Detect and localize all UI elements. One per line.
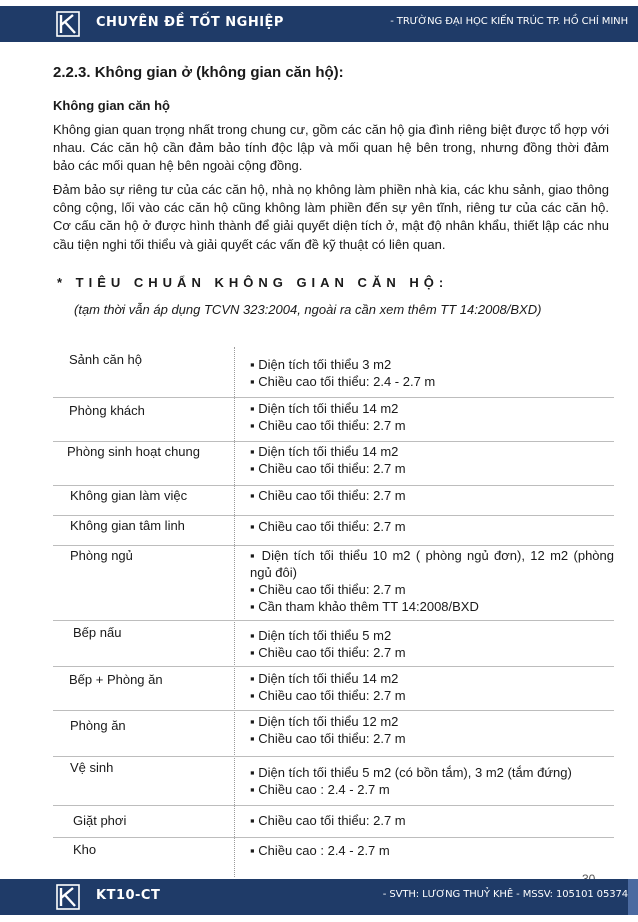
- table-room-name: Giặt phơi: [73, 813, 127, 828]
- table-room-name: Phòng ăn: [70, 718, 126, 733]
- spec-line: ▪ Chiều cao tối thiểu: 2.7 m: [250, 461, 406, 476]
- header-right-title: - TRƯỜNG ĐẠI HỌC KIẾN TRÚC TP. HỒ CHÍ MINH: [390, 16, 628, 27]
- table-room-specs: [250, 627, 614, 661]
- subsection-title: Không gian căn hộ: [53, 98, 170, 113]
- footer-stripe: [628, 879, 638, 915]
- spec-line: ▪ Diện tích tối thiểu 14 m2: [250, 401, 399, 416]
- table-room-specs: [250, 764, 614, 798]
- paragraph-1: Không gian quan trọng nhất trong chung cư, gồm các căn hộ gia đình riêng biệt được tổ hợp với nhau. Các căn hộ cần đảm bảo tính độc lập và mối quan hệ bên trong, nhưng đồng thời đảm bảo các mối quan hệ bên ngoài cộng đồng.: [53, 122, 609, 174]
- spec-line: ▪ Chiều cao tối thiểu: 2.7 m: [250, 582, 406, 597]
- table-room-specs: [250, 842, 614, 859]
- table-column-divider: [234, 347, 235, 877]
- table-room-name: Phòng sinh hoạt chung: [67, 444, 200, 459]
- spec-line: ▪ Diện tích tối thiểu 5 m2 (có bồn tắm), 3 m2 (tắm đứng): [250, 765, 572, 780]
- table-room-name: Phòng ngủ: [70, 548, 133, 563]
- footer-right-title: - SVTH: LƯƠNG THUỶ KHÊ - MSSV: 105101 05374: [382, 889, 628, 900]
- table-room-name: Bếp nấu: [73, 625, 122, 640]
- table-room-specs: [250, 713, 614, 747]
- spec-line: ▪ Chiều cao tối thiểu: 2.4 - 2.7 m: [250, 374, 436, 389]
- table-room-specs: [250, 487, 614, 504]
- spec-line: ▪ Diện tích tối thiểu 10 m2 ( phòng ngủ đơn), 12 m2 (phòng ngủ đôi): [250, 548, 614, 580]
- spec-line: ▪ Chiều cao : 2.4 - 2.7 m: [250, 843, 390, 858]
- spec-line: ▪ Diện tích tối thiểu 14 m2: [250, 444, 399, 459]
- paragraph-2: Đảm bảo sự riêng tư của các căn hộ, nhà nọ không làm phiền nhà kia, các khu sảnh, giao thông công cộng, lối vào các căn hộ cũng không làm phiền đến sự yên tĩnh, riêng tư của các căn hộ. Cơ cấu căn hộ ở được hình thành để giải quyết diện tích ở, mật độ nhân khẩu, thiết lập các nhu cầu tiện nghi tối thiểu và giải quyết các vấn đề kỹ thuật có liên quan.: [53, 182, 609, 252]
- footer-band: [0, 879, 638, 915]
- spec-line: ▪ Chiều cao tối thiểu: 2.7 m: [250, 519, 406, 534]
- table-room-name: Kho: [73, 842, 97, 857]
- header-band: [0, 6, 638, 42]
- table-room-specs: [250, 356, 614, 390]
- spec-line: ▪ Chiều cao tối thiểu: 2.7 m: [250, 418, 406, 433]
- section-title: 2.2.3. Không gian ở (không gian căn hộ):: [53, 64, 344, 81]
- table-room-name: Sảnh căn hộ: [69, 352, 143, 367]
- table-room-name: Không gian tâm linh: [70, 518, 185, 533]
- spec-line: ▪ Diện tích tối thiểu 14 m2: [250, 671, 399, 686]
- standard-note: (tạm thời vẫn áp dụng TCVN 323:2004, ngoài ra cần xem thêm TT 14:2008/BXD): [74, 302, 542, 317]
- table-room-name: Bếp + Phòng ăn: [69, 672, 163, 687]
- table-row-divider: [53, 666, 614, 667]
- table-room-name: Vệ sinh: [70, 760, 114, 775]
- table-room-specs: [250, 443, 614, 477]
- table-room-specs: [250, 400, 614, 434]
- table-room-specs: [250, 812, 614, 829]
- table-room-specs: [250, 547, 614, 615]
- standard-title: * TIÊU CHUẨN KHÔNG GIAN CĂN HỘ:: [57, 275, 449, 290]
- footer-left-title: KT10-CT: [96, 888, 161, 903]
- table-row-divider: [53, 485, 614, 486]
- spec-line: ▪ Diện tích tối thiểu 3 m2: [250, 357, 392, 372]
- spec-line: ▪ Chiều cao tối thiểu: 2.7 m: [250, 813, 406, 828]
- spec-line: ▪ Chiều cao tối thiểu: 2.7 m: [250, 488, 406, 503]
- spec-line: ▪ Chiều cao tối thiểu: 2.7 m: [250, 645, 406, 660]
- spec-line: ▪ Chiều cao : 2.4 - 2.7 m: [250, 782, 390, 797]
- table-room-specs: [250, 518, 614, 535]
- table-row-divider: [53, 515, 614, 516]
- table-row-divider: [53, 545, 614, 546]
- table-row-divider: [53, 756, 614, 757]
- spec-line: ▪ Chiều cao tối thiểu: 2.7 m: [250, 731, 406, 746]
- kt-logo-icon: [56, 884, 80, 910]
- table-room-specs: [250, 670, 614, 704]
- kt-logo-icon: [56, 11, 80, 37]
- spec-line: ▪ Chiều cao tối thiểu: 2.7 m: [250, 688, 406, 703]
- table-row-divider: [53, 837, 614, 838]
- table-row-divider: [53, 620, 614, 621]
- table-row-divider: [53, 397, 614, 398]
- table-row-divider: [53, 441, 614, 442]
- table-row-divider: [53, 710, 614, 711]
- table-room-name: Phòng khách: [69, 403, 145, 418]
- table-row-divider: [53, 805, 614, 806]
- header-left-title: CHUYÊN ĐỀ TỐT NGHIỆP: [96, 15, 284, 30]
- spec-line: ▪ Diện tích tối thiểu 12 m2: [250, 714, 399, 729]
- spec-line: ▪ Cần tham khảo thêm TT 14:2008/BXD: [250, 599, 479, 614]
- table-room-name: Không gian làm việc: [70, 488, 188, 503]
- spec-line: ▪ Diện tích tối thiểu 5 m2: [250, 628, 392, 643]
